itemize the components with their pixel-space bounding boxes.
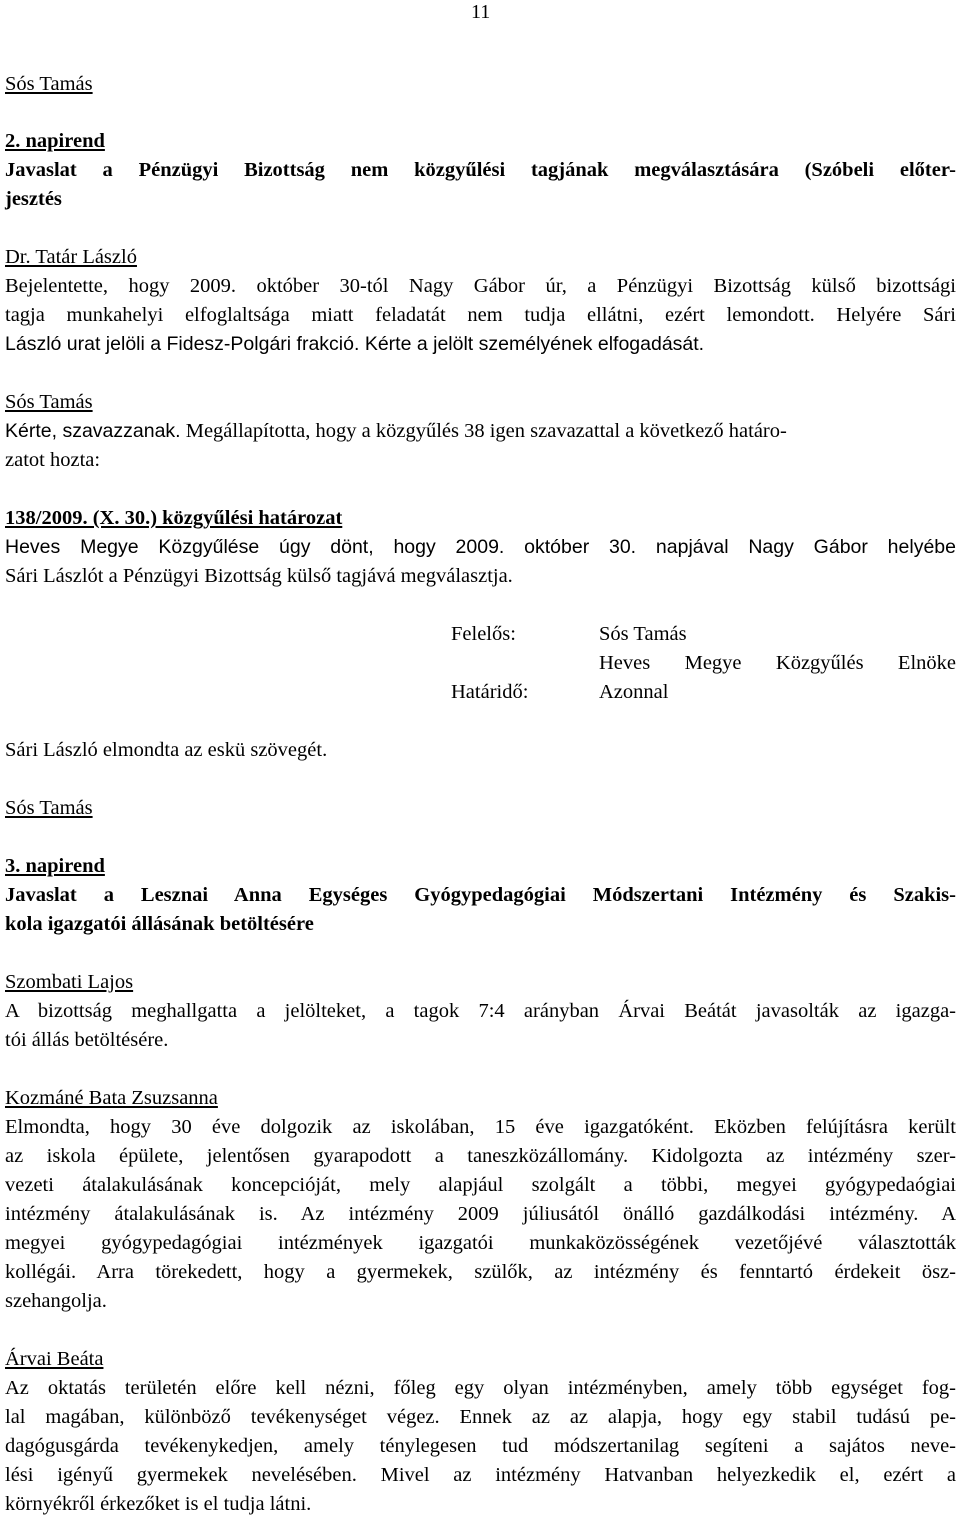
speaker-name: Szombati Lajos <box>5 971 134 993</box>
paragraph-line: tagja munkahelyi elfoglaltsága miatt feladatát nem tudja ellátni, ezért lemondott. Helyére Sári <box>5 304 956 326</box>
paragraph-line: környékről érkezőket is el tudja látni. <box>5 1493 312 1515</box>
speaker-name: Árvai Beáta <box>5 1348 104 1370</box>
agenda-title: Javaslat a Lesznai Anna Egységes Gyógypedagógiai Módszertani Intézmény és Szakis- <box>5 884 956 906</box>
paragraph-line: zatot hozta: <box>5 449 101 471</box>
paragraph-line: Bejelentette, hogy 2009. október 30-tól Nagy Gábor úr, a Pénzügyi Bizottság külső bizottsági <box>5 275 956 297</box>
paragraph-fragment: Kérte a jelölt személyének elfogadását. <box>359 333 705 355</box>
resolution-number: 138/2009. (X. 30.) közgyűlési határozat <box>5 507 343 529</box>
responsible-name: Sós Tamás <box>599 623 687 645</box>
paragraph-line: szehangolja. <box>5 1290 107 1312</box>
agenda-title: kola igazgatói állásának betöltésére <box>5 913 314 935</box>
paragraph-line: lal magában, különböző tevékenységet végez. Ennek az az alapja, hogy egy stabil tudású pe- <box>5 1406 956 1428</box>
speaker-name: Sós Tamás <box>5 391 93 413</box>
speaker-name: Sós Tamás <box>5 73 93 95</box>
paragraph-fragment: László urat jelöli a Fidesz-Polgári frakció. <box>5 333 360 355</box>
resolution-text: Sári Lászlót a Pénzügyi Bizottság külső tagjává megválasztja. <box>5 565 513 587</box>
speaker-name: Kozmáné Bata Zsuzsanna <box>5 1087 218 1109</box>
speaker-name: Dr. Tatár László <box>5 246 137 268</box>
agenda-number: 2. napirend <box>5 130 105 152</box>
agenda-title: Javaslat a Pénzügyi Bizottság nem közgyűlési tagjának megválasztására (Szóbeli előter- <box>5 159 956 181</box>
paragraph-line: Sári László elmondta az eskü szövegét. <box>5 739 328 761</box>
paragraph-line: dagógusgárda tevékenykedjen, amely ténylegesen tud módszertanilag segíteni a sajátos neve- <box>5 1435 956 1457</box>
paragraph-line: Elmondta, hogy 30 éve dolgozik az iskolában, 15 éve igazgatóként. Eközben felújításra került <box>5 1116 956 1138</box>
paragraph-line: kollégái. Arra törekedett, hogy a gyermekek, szülők, az intézmény és fenntartó érdekeit ösz- <box>5 1261 956 1283</box>
paragraph-line: tói állás betöltésére. <box>5 1029 169 1051</box>
agenda-number: 3. napirend <box>5 855 105 877</box>
paragraph-fragment: Megállapította, hogy a közgyűlés 38 igen szavazattal a következő határo- <box>180 420 787 442</box>
paragraph-line: vezeti átalakulásának koncepcióját, mely alapjául szolgált a többi, megyei gyógypedaógiai <box>5 1174 956 1196</box>
paragraph-line: lési igényű gyermekek nevelésében. Mivel az intézmény Hatvanban helyezkedik el, ezért a <box>5 1464 956 1486</box>
paragraph-line: intézmény átalakulásának is. Az intézmény 2009 júliusától önálló gazdálkodási intézmény. A <box>5 1203 956 1225</box>
responsible-title: Heves Megye Közgyűlés Elnöke <box>599 652 956 674</box>
deadline-value: Azonnal <box>599 681 669 703</box>
paragraph-line: az iskola épülete, jelentősen gyarapodott a taneszközállomány. Kidolgozta az intézmény szer- <box>5 1145 956 1167</box>
paragraph-line <box>5 330 956 360</box>
paragraph-line <box>5 417 956 447</box>
paragraph-fragment: Kérte, szavazzanak. <box>5 420 181 442</box>
paragraph-line: Az oktatás területén előre kell nézni, főleg egy olyan intézményben, amely több egységet fog- <box>5 1377 956 1399</box>
speaker-name: Sós Tamás <box>5 797 93 819</box>
paragraph-line: A bizottság meghallgatta a jelölteket, a tagok 7:4 arányban Árvai Beátát javasolták az igazga- <box>5 1000 956 1022</box>
resolution-text: Heves Megye Közgyűlése úgy dönt, hogy 2009. október 30. napjával Nagy Gábor helyébe <box>5 536 956 558</box>
paragraph-line: megyei gyógypedagógiai intézmények igazgatói munkaközösségének vezetőjévé választották <box>5 1232 956 1254</box>
agenda-title: jesztés <box>5 188 62 210</box>
deadline-label: Határidő: <box>451 681 529 703</box>
responsible-label: Felelős: <box>451 623 516 645</box>
page-number: 11 <box>471 1 491 23</box>
